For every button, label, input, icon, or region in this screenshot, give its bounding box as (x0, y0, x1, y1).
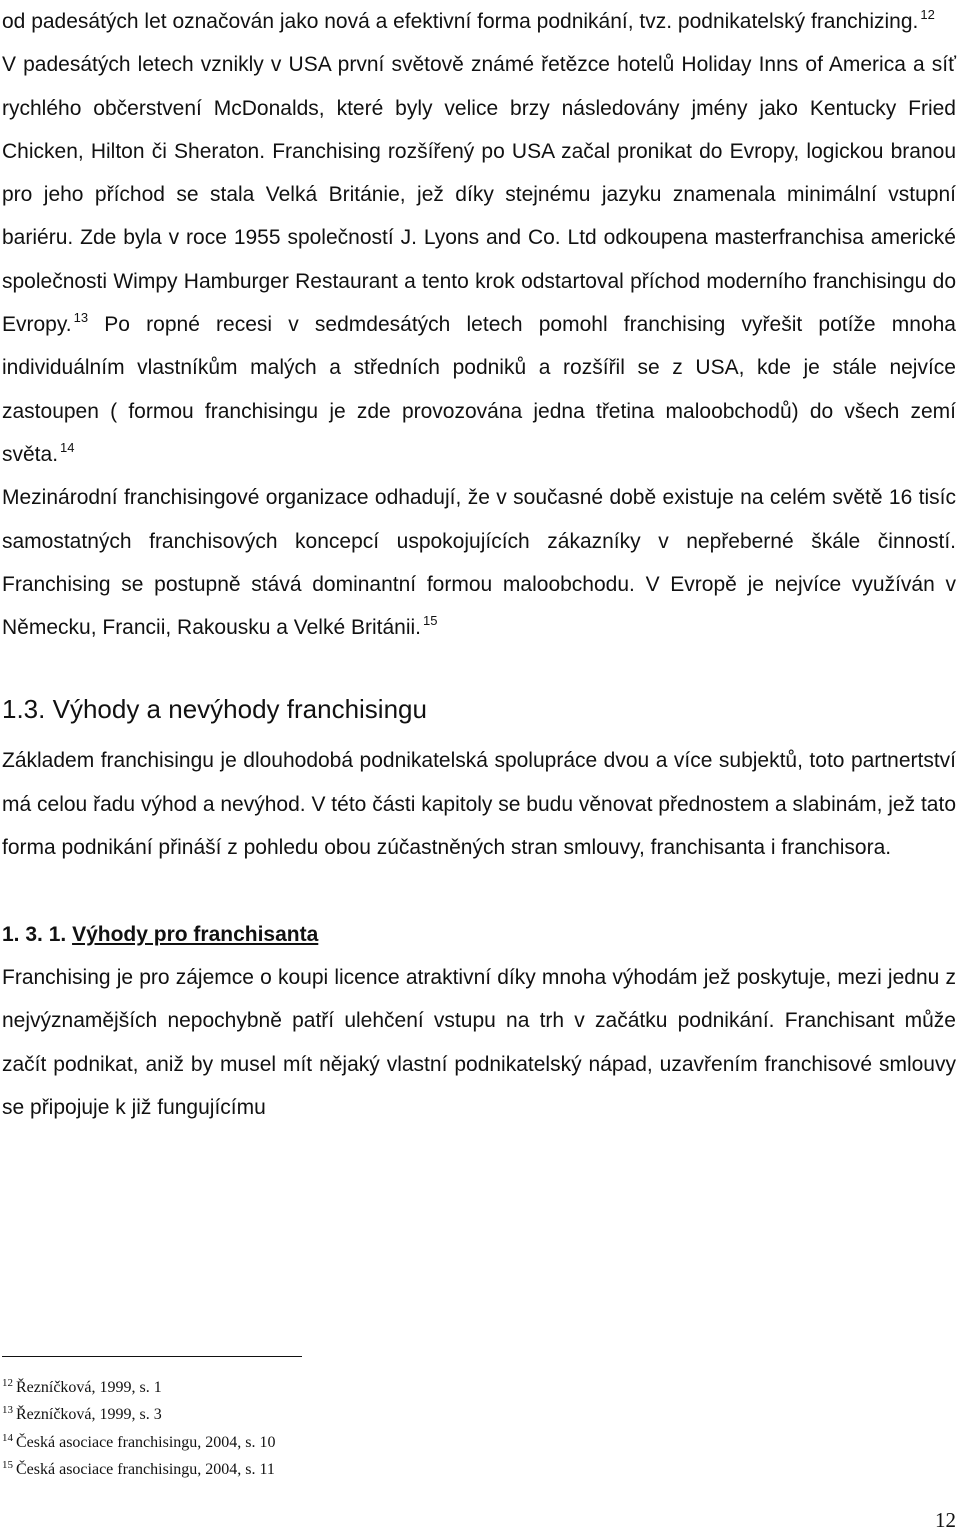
paragraph-global (2, 476, 956, 649)
page-number: 12 (935, 1508, 956, 1532)
subsection-heading (2, 913, 956, 956)
document-body (2, 0, 956, 1129)
footnote-number: 13 (2, 1404, 13, 1417)
footnote-item (2, 1427, 275, 1454)
paragraph-text: Základem franchisingu je dlouhodobá podnikatelská spolupráce dvou a více subjektů, toto partnertství má celou řadu výhod a nevýhod. V této části kapitoly se budu věnovat přednostem a slabinám, jež tato forma podnikání přináší z pohledu obou zúčastněných stran smlouvy, franchisanta i franchisora. (2, 749, 956, 860)
paragraph-text: V padesátých letech vznikly v USA první světově známé řetězce hotelů Holiday Inns of America a síť rychlého občerstvení McDonalds, které byly velice brzy následovány jmény jako Kentucky Fried Chicken, Hilton či Sheraton. Franchising rozšířený po USA začal pronikat do Evropy, logickou branou pro jeho příchod se stala Velká Británie, jež díky stejnému jazyku znamenala minimální vstupní bariéru. Zde byla v roce 1955 společností J. Lyons and Co. Ltd odkoupena masterfranchisa americké společnosti Wimpy Hamburger Restaurant a tento krok odstartoval příchod moderního franchisingu do Evropy. (2, 53, 956, 337)
footnote-separator (2, 1356, 302, 1357)
footnote-item (2, 1372, 275, 1399)
paragraph-text: Po ropné recesi v sedmdesátých letech pomohl franchising vyřešit potíže mnoha individuálním vlastníkům malých a středních podniků a rozšířil se z USA, kde je stále nejvíce zastoupen ( formou franchisingu je zde provozována jedna třetina maloobchodů) do všech zemí světa. (2, 313, 956, 466)
paragraph-text: od padesátých let označován jako nová a efektivní forma podnikání, tvz. podnikatelský franchizing. (2, 10, 919, 33)
footnote-text: Řezníčková, 1999, s. 3 (16, 1406, 162, 1424)
section-heading (2, 649, 956, 739)
paragraph-text: Franchising je pro zájemce o koupi licence atraktivní díky mnoha výhodám jež poskytuje, mezi jednu z nejvýznamějších nepochybně patří ulehčení vstupu na trh v začátku podnikání. Franchisant může začít podnikat, aniž by musel mít nějaký vlastní podnikatelský nápad, uzavřením franchisové smlouvy se připojuje k již fungujícímu (2, 965, 956, 1119)
paragraph-franchisee-advantages (2, 956, 956, 1129)
section-number: 1.3. (2, 694, 46, 725)
paragraph-text: Mezinárodní franchisingové organizace odhadují, že v současné době existuje na celém světě 16 tisíc samostatných franchisových koncepcí uspokojujících zákazníky v nepřeberné škále činností. Franchising se postupně stává dominantní formou maloobchodu. V Evropě je nejvíce využíván v Německu, Francii, Rakousku a Velké Británii. (2, 486, 956, 640)
footnote-text: Řezníčková, 1999, s. 1 (16, 1379, 162, 1396)
footnote-number: 14 (2, 1431, 13, 1444)
blank-line (2, 869, 956, 912)
section-title: Výhody a nevýhody franchisingu (52, 694, 427, 725)
footnote-ref[interactable]: 12 (920, 7, 935, 22)
footnote-number: 12 (2, 1377, 13, 1389)
paragraph-intro (2, 0, 956, 43)
footnotes (2, 1372, 275, 1482)
footnote-item (2, 1399, 275, 1426)
footnote-text: Česká asociace franchisingu, 2004, s. 10 (16, 1433, 276, 1451)
subsection-title: Výhody pro franchisanta (72, 922, 319, 946)
footnote-item (2, 1454, 275, 1481)
paragraph-history (2, 43, 956, 476)
paragraph-section-intro (2, 739, 956, 869)
footnote-ref[interactable]: 13 (73, 310, 89, 326)
footnote-number: 15 (2, 1459, 13, 1472)
footnote-ref[interactable]: 15 (423, 613, 438, 629)
footnote-text: Česká asociace franchisingu, 2004, s. 11 (16, 1461, 275, 1479)
footnote-ref[interactable]: 14 (60, 439, 75, 455)
subsection-number: 1. 3. 1. (2, 922, 67, 946)
